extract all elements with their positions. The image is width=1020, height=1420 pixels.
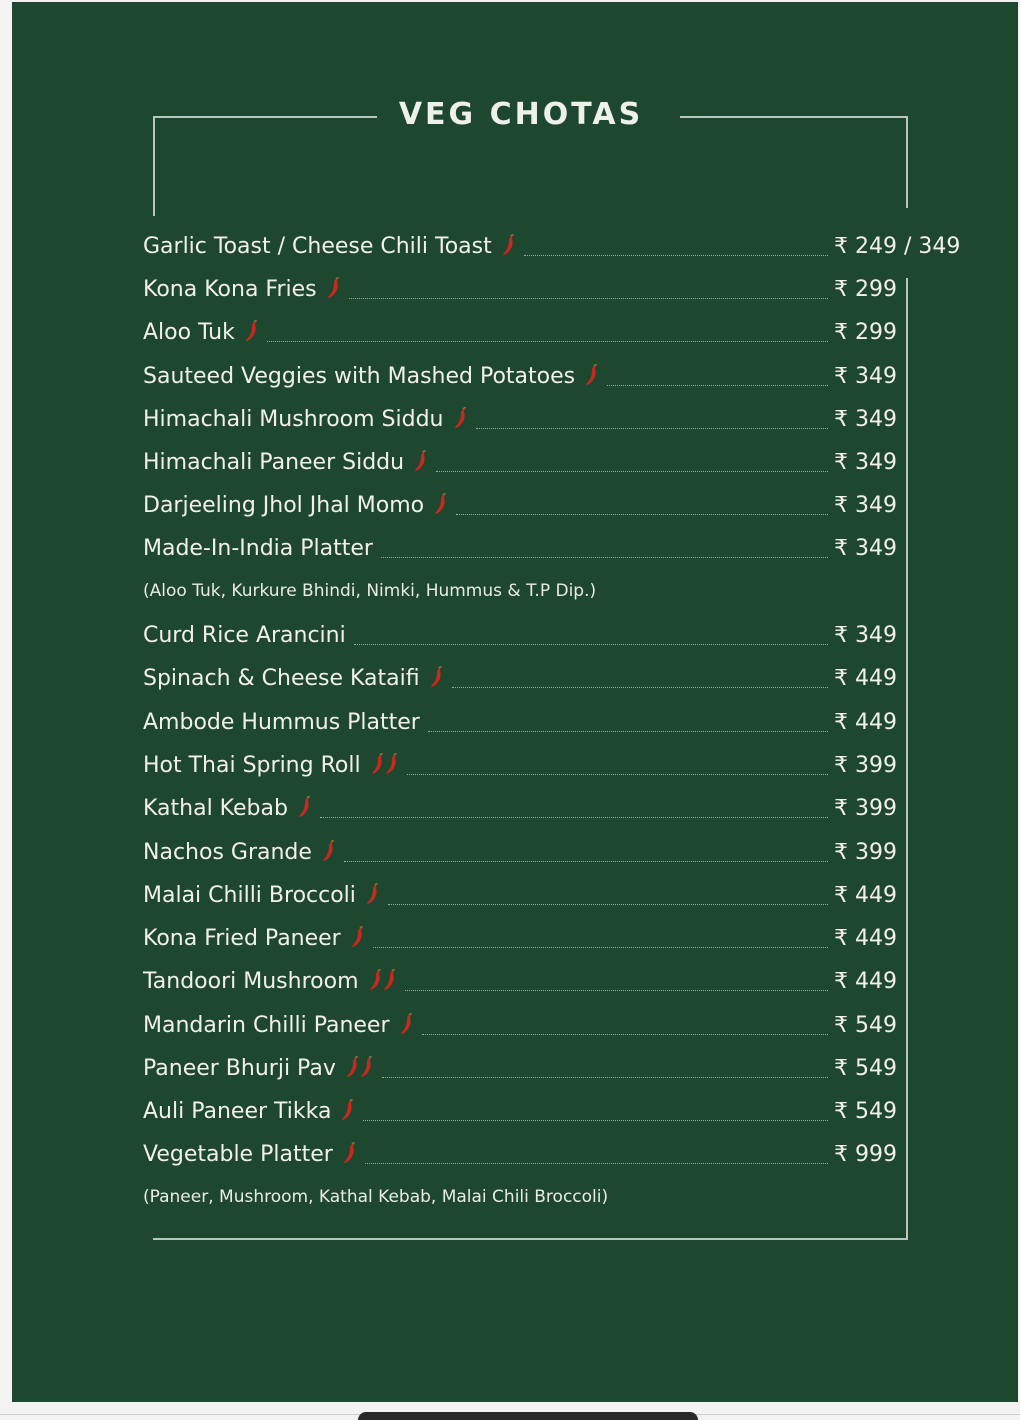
chili-icon — [369, 969, 397, 995]
item-name: Kathal Kebab — [143, 796, 288, 821]
item-name: Made-In-India Platter — [143, 536, 373, 561]
item-price: ₹ 999 — [834, 1142, 897, 1167]
dot-leader — [382, 1077, 828, 1078]
menu-item — [143, 312, 906, 346]
dot-leader — [524, 255, 828, 256]
dot-leader — [388, 904, 828, 905]
dot-leader — [436, 471, 828, 472]
chili-icon — [366, 883, 380, 909]
item-price: ₹ 449 — [834, 969, 897, 994]
chili-icon — [343, 1142, 357, 1168]
frame-left-rule — [153, 116, 155, 216]
item-name: Nachos Grande — [143, 840, 312, 865]
item-name: Hot Thai Spring Roll — [143, 753, 361, 778]
dot-leader — [422, 1034, 828, 1035]
item-price: ₹ 449 — [834, 666, 897, 691]
item-price: ₹ 549 — [834, 1013, 897, 1038]
menu-item — [143, 658, 906, 692]
frame-right-lower-rule — [906, 278, 908, 1240]
item-name: Paneer Bhurji Pav — [143, 1056, 336, 1081]
frame-bottom-rule — [153, 1238, 908, 1240]
item-price: ₹ 299 — [834, 320, 897, 345]
menu-item — [143, 1134, 906, 1168]
menu-item — [143, 1048, 906, 1082]
item-price: ₹ 549 — [834, 1056, 897, 1081]
menu-item — [143, 528, 906, 562]
item-name: Spinach & Cheese Kataifi — [143, 666, 420, 691]
frame-top-right-rule — [680, 116, 908, 118]
item-price: ₹ 449 — [834, 926, 897, 951]
menu-item — [143, 745, 906, 779]
item-name: Aloo Tuk — [143, 320, 235, 345]
chili-icon — [245, 320, 259, 346]
item-name: Tandoori Mushroom — [143, 969, 359, 994]
menu-item — [143, 832, 906, 866]
item-price: ₹ 449 — [834, 883, 897, 908]
item-price: ₹ 349 — [834, 623, 897, 648]
dot-leader — [405, 990, 829, 991]
dot-leader — [456, 514, 828, 515]
menu-item — [143, 485, 906, 519]
chili-icon — [327, 277, 341, 303]
menu-item — [143, 399, 906, 433]
item-name: Himachali Paneer Siddu — [143, 450, 405, 475]
item-name: Kona Fried Paneer — [143, 926, 341, 951]
section-title: VEG CHOTAS — [398, 97, 644, 132]
menu-item — [143, 918, 906, 952]
item-name: Curd Rice Arancini — [143, 623, 346, 648]
dot-leader — [320, 817, 828, 818]
item-note: (Paneer, Mushroom, Kathal Kebab, Malai Chili Broccoli) — [143, 1187, 609, 1207]
item-name: Ambode Hummus Platter — [143, 710, 420, 735]
item-price: ₹ 349 — [834, 450, 897, 475]
menu-item — [143, 1091, 906, 1125]
frame-top-left-rule — [153, 116, 377, 118]
dot-leader — [363, 1120, 828, 1121]
item-price: ₹ 399 — [834, 796, 897, 821]
menu-item — [143, 615, 906, 649]
menu-item — [143, 702, 906, 736]
item-name: Kona Kona Fries — [143, 277, 317, 302]
item-name: Auli Paneer Tikka — [143, 1099, 332, 1124]
chili-icon — [434, 493, 448, 519]
item-price: ₹ 399 — [834, 753, 897, 778]
item-note: (Aloo Tuk, Kurkure Bhindi, Nimki, Hummus & T.P Dip.) — [143, 581, 597, 601]
home-indicator — [358, 1412, 698, 1420]
item-price: ₹ 349 — [834, 364, 897, 389]
dot-leader — [349, 298, 828, 299]
item-price: ₹ 349 — [834, 493, 897, 518]
chili-icon — [430, 666, 444, 692]
item-price: ₹ 449 — [834, 710, 897, 735]
menu-item — [143, 356, 906, 390]
dot-leader — [407, 774, 828, 775]
menu-item — [143, 1005, 906, 1039]
item-price: ₹ 349 — [834, 536, 897, 561]
item-name: Vegetable Platter — [143, 1142, 333, 1167]
chili-icon — [400, 1013, 414, 1039]
menu-item — [143, 875, 906, 909]
dot-leader — [373, 947, 828, 948]
item-name: Mandarin Chilli Paneer — [143, 1013, 390, 1038]
dot-leader — [381, 557, 828, 558]
chili-icon — [585, 364, 599, 390]
dot-leader — [365, 1163, 828, 1164]
item-name: Garlic Toast / Cheese Chili Toast — [143, 234, 492, 259]
dot-leader — [452, 687, 828, 688]
item-price: ₹ 549 — [834, 1099, 897, 1124]
dot-leader — [344, 861, 828, 862]
bottom-bar — [0, 1402, 1020, 1418]
dot-leader — [428, 731, 828, 732]
menu-item — [143, 442, 906, 476]
item-price: ₹ 349 — [834, 407, 897, 432]
menu-item — [143, 269, 906, 303]
menu-item — [143, 961, 906, 995]
chili-icon — [346, 1056, 374, 1082]
chili-icon — [351, 926, 365, 952]
item-name: Malai Chilli Broccoli — [143, 883, 356, 908]
chili-icon — [502, 234, 516, 260]
chili-icon — [454, 407, 468, 433]
chili-icon — [341, 1099, 355, 1125]
dot-leader — [476, 428, 829, 429]
chili-icon — [322, 840, 336, 866]
menu-item — [143, 788, 906, 822]
dot-leader — [267, 341, 828, 342]
item-price: ₹ 299 — [834, 277, 897, 302]
menu-item — [143, 226, 961, 260]
item-name: Himachali Mushroom Siddu — [143, 407, 444, 432]
chili-icon — [298, 796, 312, 822]
chili-icon — [414, 450, 428, 476]
dot-leader — [354, 644, 828, 645]
frame-right-upper-rule — [906, 116, 908, 208]
item-price: ₹ 399 — [834, 840, 897, 865]
item-name: Sauteed Veggies with Mashed Potatoes — [143, 364, 576, 389]
chili-icon — [371, 753, 399, 779]
item-name: Darjeeling Jhol Jhal Momo — [143, 493, 425, 518]
item-price: ₹ 249 / 349 — [834, 234, 961, 259]
dot-leader — [607, 385, 828, 386]
